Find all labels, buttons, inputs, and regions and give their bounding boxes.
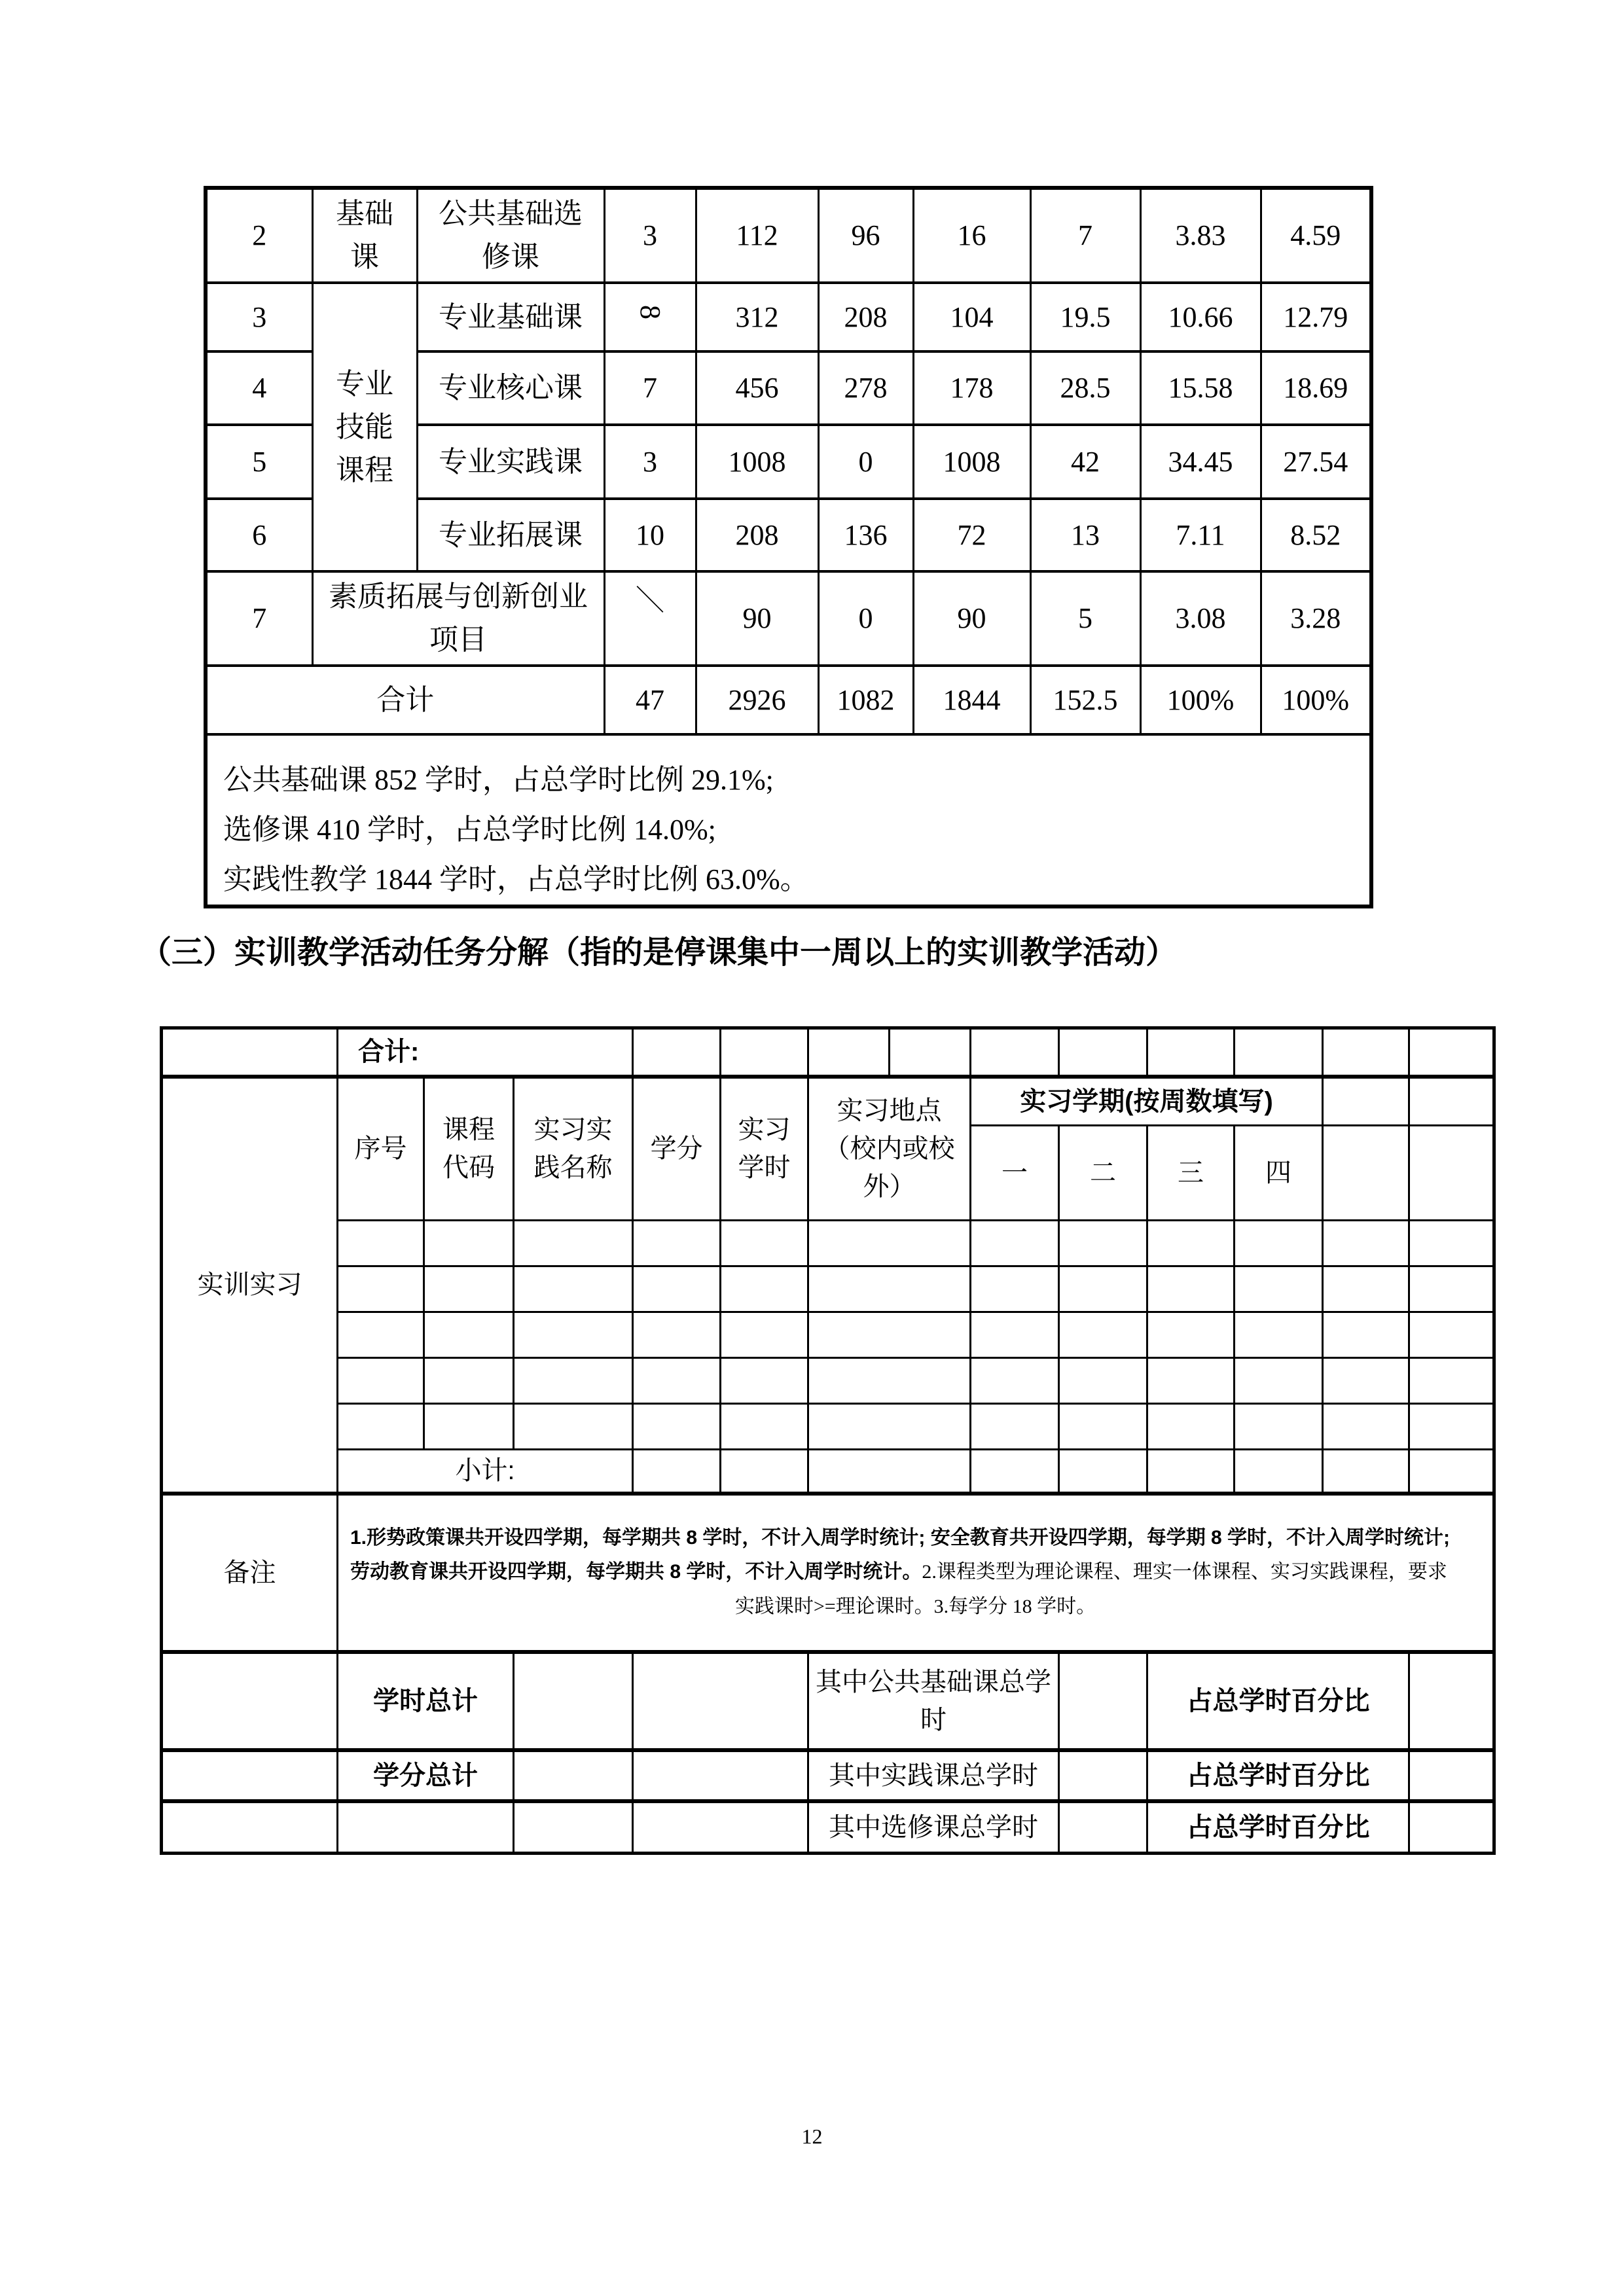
empty-cell <box>1323 1028 1409 1077</box>
empty-cell <box>338 1266 424 1312</box>
empty-cell <box>1059 1404 1147 1450</box>
table2-credits-total-row <box>162 1750 1494 1801</box>
section-row-label: 实训实习 <box>162 1077 338 1494</box>
empty-cell <box>1059 1028 1147 1077</box>
percent-of-total-label: 占总学时百分比 <box>1147 1652 1409 1750</box>
table1-total-row <box>206 666 1371 734</box>
empty-cell <box>971 1312 1059 1358</box>
credit-percent: 3.08 <box>1140 571 1261 666</box>
empty-cell <box>1059 1801 1147 1854</box>
rotated-eight: 8 <box>634 305 666 319</box>
course-type-cell: 专业拓展课 <box>417 499 604 571</box>
theory-hours: 96 <box>818 188 913 283</box>
header-semester-group: 实习学期(按周数填写) <box>971 1077 1323 1126</box>
practice-hours: 104 <box>913 283 1030 351</box>
header-course-code: 课程代码 <box>424 1077 514 1221</box>
table2-blank-row <box>162 1358 1494 1404</box>
table2-grandtotal-row <box>162 1028 1494 1077</box>
header-sem-2: 二 <box>1059 1126 1147 1221</box>
empty-cell <box>424 1358 514 1404</box>
internship-training-table <box>160 1026 1496 1855</box>
theory-hours: 0 <box>818 571 913 666</box>
practice-hours: 178 <box>913 351 1030 425</box>
hours-total-label: 学时总计 <box>338 1652 514 1750</box>
empty-cell <box>971 1266 1059 1312</box>
theory-hours: 278 <box>818 351 913 425</box>
empty-cell <box>971 1358 1059 1404</box>
subtotal-label: 小计: <box>338 1450 633 1494</box>
header-sem-4: 四 <box>1235 1126 1323 1221</box>
empty-cell <box>1409 1221 1494 1266</box>
empty-cell <box>808 1358 971 1404</box>
practice-hours-label: 其中实践课总学时 <box>808 1750 1059 1801</box>
empty-cell <box>1147 1450 1235 1494</box>
credits: 28.5 <box>1030 351 1140 425</box>
course-type-cell: 专业核心课 <box>417 351 604 425</box>
header-no: 序号 <box>338 1077 424 1221</box>
empty-cell <box>1409 1312 1494 1358</box>
hours-percent: 27.54 <box>1261 425 1371 499</box>
empty-cell <box>1323 1450 1409 1494</box>
total-hours: 208 <box>696 499 818 571</box>
course-count: 7 <box>604 351 696 425</box>
course-count: 10 <box>604 499 696 571</box>
basic-course-hours-label: 其中公共基础课总学时 <box>808 1652 1059 1750</box>
empty-cell <box>1235 1221 1323 1266</box>
empty-cell <box>162 1750 338 1801</box>
total-label: 合计 <box>206 666 604 734</box>
course-count: 3 <box>604 188 696 283</box>
empty-cell <box>1323 1126 1409 1221</box>
empty-cell <box>633 1801 808 1854</box>
empty-cell <box>514 1801 633 1854</box>
curriculum-summary-table <box>204 186 1373 908</box>
empty-cell <box>1409 1266 1494 1312</box>
credit-percent: 34.45 <box>1140 425 1261 499</box>
empty-cell <box>1409 1750 1494 1801</box>
total-hours-sum: 2926 <box>696 666 818 734</box>
empty-cell <box>424 1312 514 1358</box>
empty-cell <box>721 1221 808 1266</box>
hours-percent: 8.52 <box>1261 499 1371 571</box>
empty-cell <box>633 1028 721 1077</box>
total-credits-sum: 152.5 <box>1030 666 1140 734</box>
empty-cell <box>1147 1028 1235 1077</box>
empty-cell <box>1147 1404 1235 1450</box>
empty-cell <box>1059 1652 1147 1750</box>
empty-cell <box>424 1266 514 1312</box>
table2-hours-total-row <box>162 1652 1494 1750</box>
remark-line-2 <box>350 1555 1481 1590</box>
empty-cell <box>1409 1450 1494 1494</box>
total-hours: 112 <box>696 188 818 283</box>
table2-subtotal-row <box>162 1450 1494 1494</box>
elective-hours-label: 其中选修课总学时 <box>808 1801 1059 1854</box>
empty-cell <box>514 1404 633 1450</box>
empty-cell <box>1409 1652 1494 1750</box>
empty-cell <box>162 1652 338 1750</box>
theory-hours: 136 <box>818 499 913 571</box>
empty-cell <box>1147 1266 1235 1312</box>
empty-cell <box>721 1404 808 1450</box>
course-count: ＼ <box>604 571 696 666</box>
empty-cell <box>514 1266 633 1312</box>
total-hours: 1008 <box>696 425 818 499</box>
empty-cell <box>1059 1312 1147 1358</box>
remark-text: 2.课程类型为理论课程、理实一体课程、实习实践课程，要求 <box>922 1561 1447 1583</box>
course-count: 3 <box>604 425 696 499</box>
empty-cell <box>971 1450 1059 1494</box>
empty-cell <box>1059 1358 1147 1404</box>
empty-cell <box>721 1450 808 1494</box>
credits-total-label: 学分总计 <box>338 1750 514 1801</box>
note-line: 选修课 410 学时，占总学时比例 14.0%; <box>223 814 716 846</box>
empty-cell <box>1235 1358 1323 1404</box>
total-percent-1: 100% <box>1140 666 1261 734</box>
empty-cell <box>1059 1450 1147 1494</box>
credits: 5 <box>1030 571 1140 666</box>
course-type-cell: 专业实践课 <box>417 425 604 499</box>
header-practice-name: 实习实践名称 <box>514 1077 633 1221</box>
empty-cell <box>721 1358 808 1404</box>
empty-cell <box>1323 1077 1409 1126</box>
empty-cell <box>162 1801 338 1854</box>
empty-cell <box>1147 1221 1235 1266</box>
notes-cell <box>206 734 1371 906</box>
theory-hours: 0 <box>818 425 913 499</box>
empty-cell <box>971 1221 1059 1266</box>
credit-percent: 7.11 <box>1140 499 1261 571</box>
empty-cell <box>1409 1126 1494 1221</box>
remark-line-3 <box>350 1590 1481 1624</box>
credit-percent: 10.66 <box>1140 283 1261 351</box>
total-hours: 90 <box>696 571 818 666</box>
row-number: 3 <box>206 283 312 351</box>
credits: 42 <box>1030 425 1140 499</box>
percent-of-total-label: 占总学时百分比 <box>1147 1750 1409 1801</box>
remark-content <box>338 1494 1494 1652</box>
empty-cell <box>971 1028 1059 1077</box>
empty-cell <box>890 1028 971 1077</box>
empty-cell <box>514 1221 633 1266</box>
hours-percent: 18.69 <box>1261 351 1371 425</box>
table2-blank-row <box>162 1404 1494 1450</box>
empty-cell <box>1323 1358 1409 1404</box>
table2-elective-hours-row <box>162 1801 1494 1854</box>
empty-cell <box>1059 1221 1147 1266</box>
practice-hours: 1008 <box>913 425 1030 499</box>
row-number: 4 <box>206 351 312 425</box>
empty-cell <box>424 1221 514 1266</box>
course-count <box>604 283 696 351</box>
empty-cell <box>808 1221 971 1266</box>
empty-cell <box>1323 1266 1409 1312</box>
empty-cell <box>338 1312 424 1358</box>
header-sem-3: 三 <box>1147 1126 1235 1221</box>
header-credits: 学分 <box>633 1077 721 1221</box>
table1-row-2 <box>206 188 1371 283</box>
credits: 19.5 <box>1030 283 1140 351</box>
empty-cell <box>1409 1077 1494 1126</box>
empty-cell <box>514 1652 633 1750</box>
total-practice-sum: 1844 <box>913 666 1030 734</box>
practice-hours: 16 <box>913 188 1030 283</box>
empty-cell <box>1235 1404 1323 1450</box>
empty-cell <box>1235 1450 1323 1494</box>
total-hours: 312 <box>696 283 818 351</box>
total-theory-sum: 1082 <box>818 666 913 734</box>
remark-text: 1.形势政策课共开设四学期，每学期共 8 学时，不计入周学时统计; 安全教育共开设四学期，每学期 8 学时，不计入周学时统计; <box>350 1526 1451 1549</box>
table2-blank-row <box>162 1312 1494 1358</box>
empty-cell <box>1409 1801 1494 1854</box>
empty-cell <box>633 1312 721 1358</box>
section-heading: （三）实训教学活动任务分解（指的是停课集中一周以上的实训教学活动） <box>140 935 1178 970</box>
empty-cell <box>514 1750 633 1801</box>
empty-cell <box>808 1312 971 1358</box>
credits: 7 <box>1030 188 1140 283</box>
empty-cell <box>338 1358 424 1404</box>
empty-cell <box>1235 1266 1323 1312</box>
row-number: 5 <box>206 425 312 499</box>
header-location: 实习地点（校内或校外） <box>808 1077 971 1221</box>
row-number: 6 <box>206 499 312 571</box>
empty-cell <box>1323 1221 1409 1266</box>
remark-line-1 <box>350 1521 1481 1556</box>
note-line: 实践性教学 1844 学时，占总学时比例 63.0%。 <box>223 863 809 895</box>
empty-cell <box>633 1450 721 1494</box>
empty-cell <box>1323 1404 1409 1450</box>
course-type-cell: 素质拓展与创新创业项目 <box>312 571 604 666</box>
hours-percent: 3.28 <box>1261 571 1371 666</box>
row-number: 7 <box>206 571 312 666</box>
empty-cell <box>338 1801 514 1854</box>
empty-cell <box>1059 1750 1147 1801</box>
empty-cell <box>633 1358 721 1404</box>
credits: 13 <box>1030 499 1140 571</box>
empty-cell <box>1147 1312 1235 1358</box>
empty-cell <box>162 1028 338 1077</box>
remark-text: 劳动教育课共开设四学期，每学期共 8 学时，不计入周学时统计。 <box>350 1561 922 1583</box>
remark-label: 备注 <box>162 1494 338 1652</box>
table2-header-row-1 <box>162 1077 1494 1126</box>
remark-text: 实践课时>=理论课时。3.每学分 18 学时。 <box>734 1595 1096 1617</box>
grandtotal-label: 合计: <box>338 1028 633 1077</box>
empty-cell <box>1147 1358 1235 1404</box>
empty-cell <box>971 1404 1059 1450</box>
empty-cell <box>1323 1312 1409 1358</box>
course-type-cell: 专业基础课 <box>417 283 604 351</box>
empty-cell <box>424 1404 514 1450</box>
percent-of-total-label: 占总学时百分比 <box>1147 1801 1409 1854</box>
header-sem-1: 一 <box>971 1126 1059 1221</box>
empty-cell <box>721 1266 808 1312</box>
table1-notes-row <box>206 734 1371 906</box>
row-number: 2 <box>206 188 312 283</box>
hours-percent: 12.79 <box>1261 283 1371 351</box>
table2-remark-row <box>162 1494 1494 1652</box>
hours-percent: 4.59 <box>1261 188 1371 283</box>
empty-cell <box>633 1750 808 1801</box>
theory-hours: 208 <box>818 283 913 351</box>
category-cell: 基础课 <box>312 188 417 283</box>
empty-cell <box>633 1404 721 1450</box>
empty-cell <box>808 1450 971 1494</box>
credit-percent: 15.58 <box>1140 351 1261 425</box>
empty-cell <box>633 1221 721 1266</box>
credit-percent: 3.83 <box>1140 188 1261 283</box>
practice-hours: 72 <box>913 499 1030 571</box>
table2-blank-row <box>162 1221 1494 1266</box>
empty-cell <box>808 1028 890 1077</box>
table2-blank-row <box>162 1266 1494 1312</box>
header-hours: 实习学时 <box>721 1077 808 1221</box>
empty-cell <box>1235 1312 1323 1358</box>
note-line: 公共基础课 852 学时，占总学时比例 29.1%; <box>223 764 774 796</box>
empty-cell <box>721 1028 808 1077</box>
total-hours: 456 <box>696 351 818 425</box>
empty-cell <box>721 1312 808 1358</box>
practice-hours: 90 <box>913 571 1030 666</box>
table1-row-7 <box>206 571 1371 666</box>
empty-cell <box>1409 1404 1494 1450</box>
empty-cell <box>338 1221 424 1266</box>
category-cell: 专业技能课程 <box>312 283 417 571</box>
empty-cell <box>1235 1028 1323 1077</box>
course-type-cell: 公共基础选修课 <box>417 188 604 283</box>
empty-cell <box>514 1358 633 1404</box>
empty-cell <box>808 1404 971 1450</box>
total-percent-2: 100% <box>1261 666 1371 734</box>
empty-cell <box>1059 1266 1147 1312</box>
table1-row-3 <box>206 283 1371 351</box>
empty-cell <box>338 1404 424 1450</box>
page-number: 12 <box>801 2125 823 2148</box>
empty-cell <box>1409 1358 1494 1404</box>
empty-cell <box>1409 1028 1494 1077</box>
total-course-count: 47 <box>604 666 696 734</box>
empty-cell <box>633 1652 808 1750</box>
empty-cell <box>808 1266 971 1312</box>
empty-cell <box>633 1266 721 1312</box>
empty-cell <box>514 1312 633 1358</box>
